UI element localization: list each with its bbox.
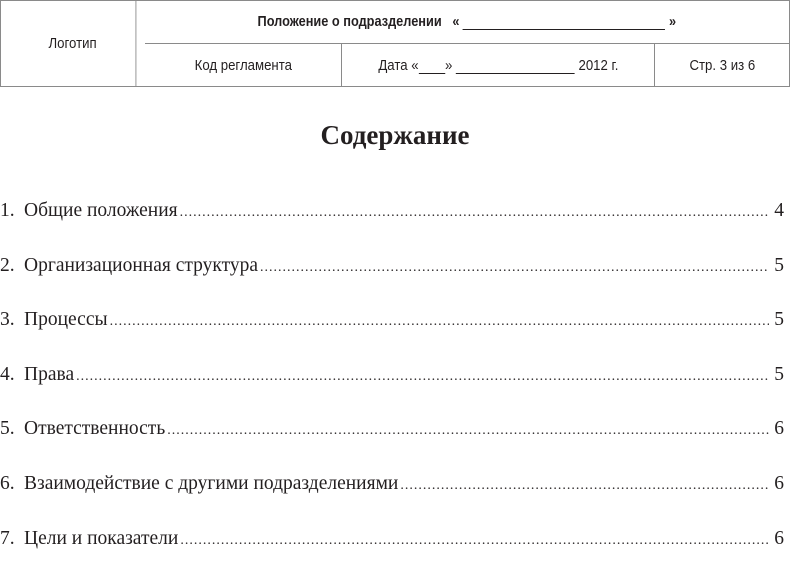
header-info-row	[145, 44, 789, 86]
toc-item[interactable]: 5. Ответственность ..... 6	[0, 418, 784, 473]
department-name-blank	[463, 15, 665, 30]
toc-item[interactable]: 6. Взаимодействие с другими подразделениями ..... 6	[0, 473, 784, 528]
header-title: Положение о подразделении	[257, 14, 442, 30]
page-number: Стр. 3 из 6	[689, 56, 755, 74]
toc-item[interactable]: 3. Процессы ..... 5	[0, 309, 784, 364]
date-field: Дата « » 2012 г.	[377, 56, 619, 74]
toc-item[interactable]: 4. Права ..... 5	[0, 364, 784, 419]
table-of-contents	[0, 200, 784, 582]
document-header-table	[0, 0, 790, 87]
header-title-row: Положение о подразделении « »	[145, 1, 789, 44]
regulation-code: Код регламента	[194, 56, 292, 74]
logo-cell: Логотип	[10, 1, 137, 86]
toc-item[interactable]: 7. Цели и показатели ..... 6	[0, 528, 784, 582]
toc-item[interactable]: 1. Общие положения ..... 4	[0, 200, 784, 255]
toc-item[interactable]: 2. Организационная структура ..... 5	[0, 255, 784, 310]
page-title: Содержание	[320, 120, 470, 150]
